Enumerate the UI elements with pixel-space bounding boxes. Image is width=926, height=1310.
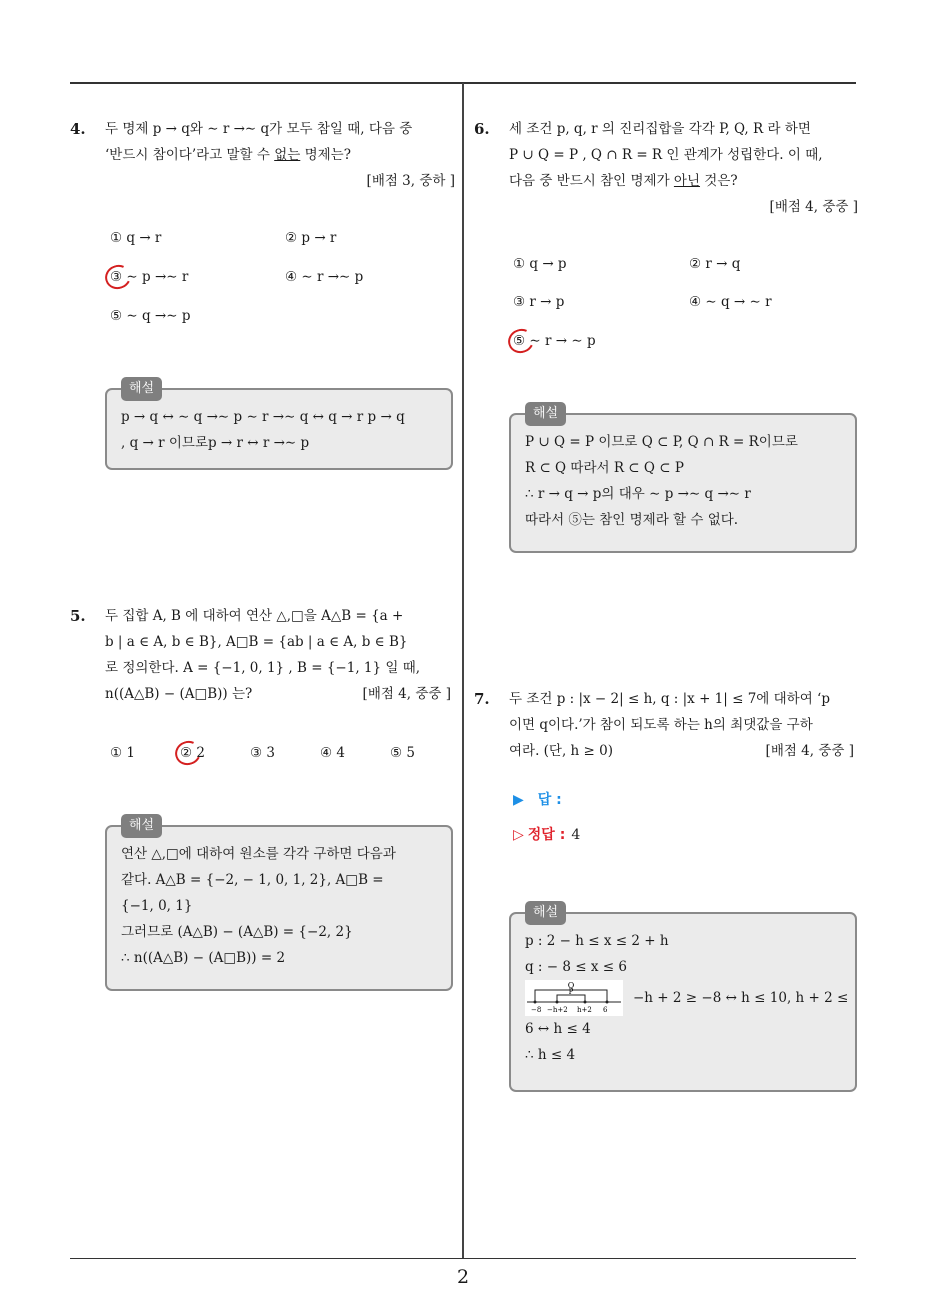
explanation-line: 같다. A△B = {−2, − 1, 0, 1, 2}, A□B =	[121, 872, 384, 888]
page-number: 2	[456, 1266, 470, 1288]
question-7	[474, 686, 858, 764]
question-text: 여라. (단, h ≥ 0) [배점 4, 중중 ]	[509, 738, 858, 764]
question-text: 다음 중 반드시 참인 명제가 아닌 것은?	[509, 173, 738, 189]
explanation-tag: 해설	[121, 814, 162, 838]
number-line-diagram	[525, 980, 623, 1016]
diagram-label: 6	[603, 1006, 608, 1014]
score-label: [배점 4, 중중 ]	[362, 686, 451, 702]
explanation-box-q4	[105, 381, 453, 470]
explanation-line: {−1, 0, 1}	[121, 898, 193, 914]
explanation-line: ∴ r → q → p의 대우 ∼ p →∼ q →∼ r	[525, 486, 751, 502]
explanation-box-q7	[509, 905, 857, 1092]
question-text: ‘반드시 참이다’라고 말할 수 없는 명제는?	[105, 147, 351, 163]
explanation-line: R ⊂ Q 따라서 R ⊂ Q ⊂ P	[525, 460, 684, 476]
option-5[interactable]: ⑤ ∼ q →∼ p	[110, 308, 191, 324]
option-1[interactable]: ① q → r	[110, 230, 162, 246]
explanation-line: 6 ↔ h ≤ 4	[525, 1021, 591, 1037]
correct-answer-label: 정답 :	[527, 827, 566, 843]
diagram-label: P	[568, 988, 574, 996]
explanation-tag: 해설	[121, 377, 162, 401]
question-5	[70, 603, 455, 707]
option-3[interactable]: ③ 3	[250, 745, 275, 761]
explanation-line: −h + 2 ≥ −8 ↔ h ≤ 10, h + 2 ≤	[633, 990, 849, 1006]
answer-label: 답 :	[537, 792, 562, 808]
question-4	[70, 116, 455, 194]
option-2[interactable]: ② 2	[180, 745, 205, 761]
diagram-label: −8	[531, 1006, 542, 1014]
diagram-label: h+2	[577, 1006, 592, 1014]
score-label: [배점 4, 중중 ]	[765, 743, 854, 759]
question-text: 두 조건 p : |x − 2| ≤ h, q : |x + 1| ≤ 7에 대하여 ‘p	[509, 691, 830, 707]
question-number: 6.	[474, 120, 490, 138]
option-1[interactable]: ① 1	[110, 745, 135, 761]
correct-answer-row	[513, 824, 580, 844]
explanation-line: P ∪ Q = P 이므로 Q ⊂ P, Q ∩ R = R이므로	[525, 434, 798, 450]
explanation-line: ∴ h ≤ 4	[525, 1047, 576, 1063]
option-5[interactable]: ⑤ ∼ r → ∼ p	[513, 333, 596, 349]
explanation-line: , q → r 이므로p → r ↔ r →∼ p	[121, 435, 310, 451]
explanation-line: ∴ n((A△B) − (A□B)) = 2	[121, 950, 286, 966]
explanation-line: 따라서 ⑤는 참인 명제라 할 수 없다.	[525, 512, 739, 528]
option-4[interactable]: ④ 4	[320, 745, 345, 761]
question-text: 두 명제 p → q와 ∼ r →∼ q가 모두 참일 때, 다음 중	[105, 121, 413, 137]
explanation-line: p → q ↔ ∼ q →∼ p ∼ r →∼ q ↔ q → r p → q	[121, 409, 405, 425]
answer-input-row[interactable]	[513, 789, 562, 809]
explanation-line: 연산 △,□에 대하여 원소를 각각 구하면 다음과	[121, 846, 396, 862]
answer-circle-mark: ②	[180, 745, 193, 761]
question-number: 5.	[70, 607, 86, 625]
bottom-rule	[70, 1258, 856, 1259]
question-text: 로 정의한다. A = {−1, 0, 1} , B = {−1, 1} 일 때,	[105, 660, 421, 676]
option-3[interactable]: ③ r → p	[513, 294, 565, 310]
question-text: P ∪ Q = P , Q ∩ R = R 인 관계가 성립한다. 이 때,	[509, 147, 823, 163]
question-number: 4.	[70, 120, 86, 138]
explanation-box-q5	[105, 818, 453, 991]
answer-circle-mark: ③	[110, 269, 123, 285]
explanation-box-q6	[509, 406, 857, 553]
answer-circle-mark: ⑤	[513, 333, 526, 349]
score-label: [배점 4, 중중 ]	[769, 199, 858, 215]
option-4[interactable]: ④ ∼ q → ∼ r	[689, 294, 772, 310]
explanation-tag: 해설	[525, 901, 566, 925]
option-4[interactable]: ④ ∼ r →∼ p	[285, 269, 364, 285]
option-5[interactable]: ⑤ 5	[390, 745, 415, 761]
outline-triangle-icon: ▷	[513, 827, 524, 843]
play-triangle-icon: ▶	[513, 792, 524, 808]
question-text: n((A△B) − (A□B)) 는? [배점 4, 중중 ]	[105, 681, 455, 707]
question-text: 두 집합 A, B 에 대하여 연산 △,□을 A△B = {a +	[105, 608, 404, 624]
question-text: b | a ∈ A, b ∈ B}, A□B = {ab | a ∈ A, b ∈ B}	[105, 634, 408, 650]
explanation-line: p : 2 − h ≤ x ≤ 2 + h	[525, 933, 669, 949]
question-text: 세 조건 p, q, r 의 진리집합을 각각 P, Q, R 라 하면	[509, 121, 811, 137]
option-2[interactable]: ② p → r	[285, 230, 337, 246]
question-number: 7.	[474, 690, 490, 708]
question-text: 이면 q이다.’가 참이 되도록 하는 h의 최댓값을 구하	[509, 717, 813, 733]
score-label: [배점 3, 중하 ]	[366, 173, 455, 189]
explanation-line: q : − 8 ≤ x ≤ 6	[525, 959, 627, 975]
option-1[interactable]: ① q → p	[513, 256, 567, 272]
diagram-label: Q	[567, 981, 575, 990]
explanation-tag: 해설	[525, 402, 566, 426]
option-3[interactable]: ③ ∼ p →∼ r	[110, 269, 189, 285]
column-divider	[462, 83, 464, 1258]
diagram-label: −h+2	[547, 1006, 568, 1014]
option-2[interactable]: ② r → q	[689, 256, 741, 272]
explanation-line: 그러므로 (A△B) − (A△B) = {−2, 2}	[121, 924, 353, 940]
question-6	[474, 116, 858, 220]
correct-answer-value: 4	[571, 827, 581, 843]
